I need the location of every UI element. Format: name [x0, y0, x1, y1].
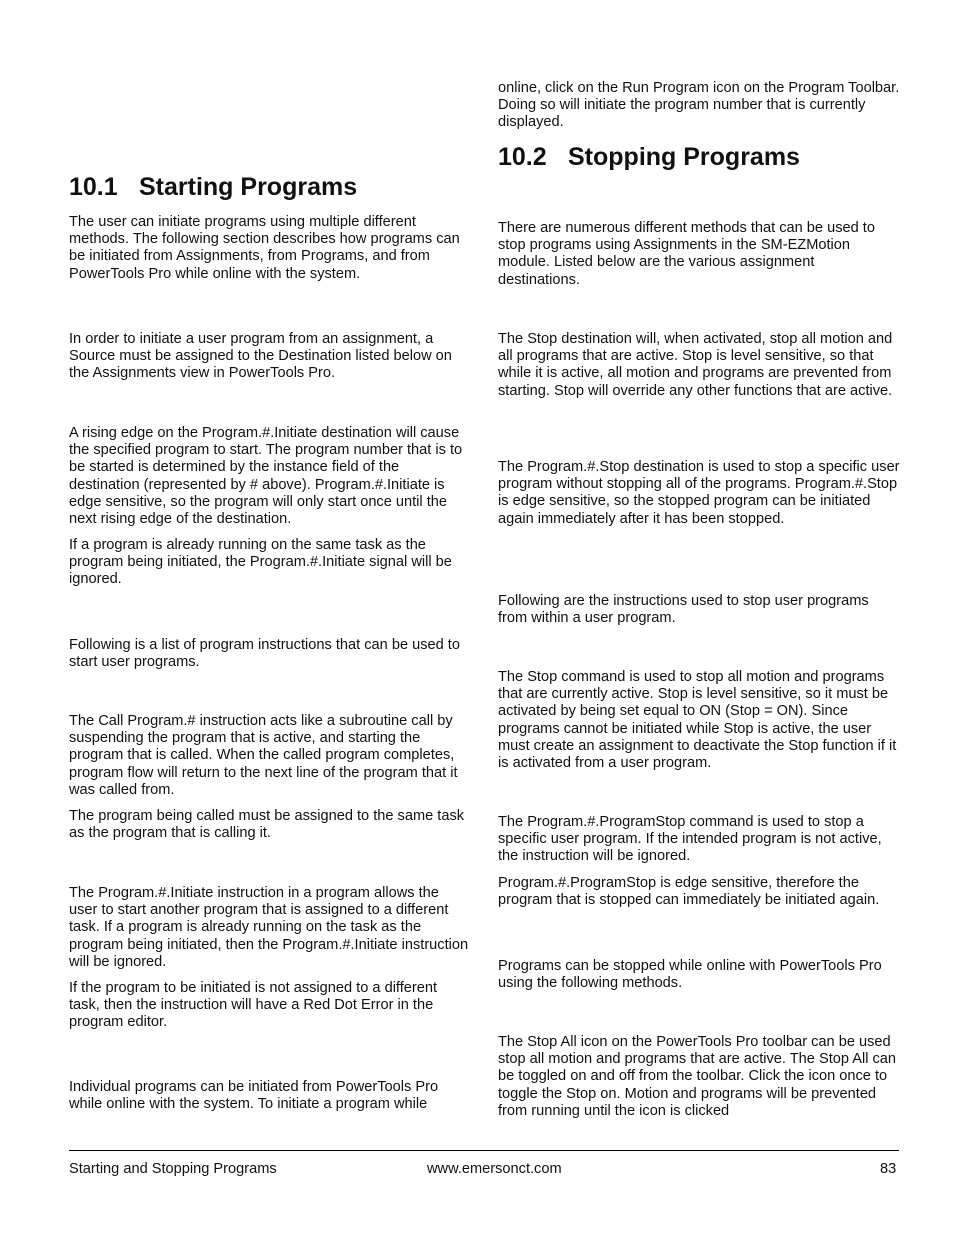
paragraph: The Program.#.Initiate instruction in a program allows the user to start another program that is assigned to a different task. If a program is already running on the task as the program being initiated, then the Program.#.Initiate instruction will be ignored. [69, 885, 469, 970]
paragraph: A rising edge on the Program.#.Initiate destination will cause the specified program to start. The program number that is to be started is determined by the instance field of the destination (represented by # above). Program.#.Initiate is edge sensitive, so the program will only start once until the next rising edge of the destination. [69, 425, 463, 528]
paragraph: Individual programs can be initiated from PowerTools Pro while online with the system. To initiate a program while [69, 1079, 439, 1113]
section-heading-stopping [498, 143, 800, 172]
paragraph: If the program to be initiated is not assigned to a different task, then the instruction will have a Red Dot Error in the program editor. [69, 980, 438, 1031]
paragraph: Programs can be stopped while online with PowerTools Pro using the following methods. [498, 958, 882, 992]
section-number: 10.2 [498, 143, 547, 171]
footer-section-title: Starting and Stopping Programs [69, 1161, 277, 1177]
paragraph: The program being called must be assigned to the same task as the program that is calling it. [69, 808, 465, 842]
paragraph: The Program.#.ProgramStop command is used to stop a specific user program. If the intended program is not active, the instruction will be ignored. [498, 814, 882, 865]
section-title: Starting Programs [139, 173, 358, 201]
paragraph: The Program.#.Stop destination is used to stop a specific user program without stopping all of the programs. Program.#.Stop is edge sensitive, so the stopped program can be initiated again immediately after it has been stopped. [498, 459, 900, 527]
footer-url: www.emersonct.com [427, 1161, 562, 1177]
footer-rule [69, 1150, 899, 1151]
paragraph: The Call Program.# instruction acts like a subroutine call by suspending the program that is active, and starting the program that is called. When the called program completes, program flow will return to the next line of the program that it was called from. [69, 713, 458, 798]
paragraph: The Stop All icon on the PowerTools Pro toolbar can be used stop all motion and programs that are active. The Stop All can be toggled on and off from the toolbar. Click the icon once to toggle the Stop on. Motion and programs will be prevented from running until the icon is clicked [498, 1034, 897, 1119]
paragraph: There are numerous different methods that can be used to stop programs using Assignments in the SM-EZMotion module. Listed below are the various assignment destinations. [498, 220, 875, 288]
paragraph: In order to initiate a user program from an assignment, a Source must be assigned to the Destination listed below on the Assignments view in PowerTools Pro. [69, 331, 452, 382]
section-title: Stopping Programs [568, 143, 800, 171]
paragraph: The Stop destination will, when activated, stop all motion and all programs that are active. Stop is level sensitive, so that while it is active, all motion and programs are prevented from starting. Stop will override any other functions that are active. [498, 331, 893, 399]
page-number: 83 [880, 1161, 897, 1177]
paragraph: If a program is already running on the same task as the program being initiated, the Program.#.Initiate signal will be ignored. [69, 537, 452, 588]
paragraph: Following are the instructions used to stop user programs from within a user program. [498, 593, 869, 627]
paragraph: Following is a list of program instructions that can be used to start user programs. [69, 637, 460, 671]
paragraph: online, click on the Run Program icon on the Program Toolbar. Doing so will initiate the program number that is currently displayed. [498, 80, 900, 131]
paragraph: Program.#.ProgramStop is edge sensitive, therefore the program that is stopped can immediately be initiated again. [498, 875, 880, 909]
section-number: 10.1 [69, 173, 118, 201]
paragraph: The user can initiate programs using multiple different methods. The following section describes how programs can be initiated from Assignments, from Programs, and from PowerTools Pro while online with the system. [69, 214, 460, 282]
section-heading-starting [69, 173, 357, 202]
paragraph: The Stop command is used to stop all motion and programs that are currently active. Stop is level sensitive, so it must be activated by being set equal to ON (Stop = ON). Since programs cannot be initiated while Stop is active, the user must create an assignment to deactivate the Stop function if it is activated from a user program. [498, 669, 897, 772]
